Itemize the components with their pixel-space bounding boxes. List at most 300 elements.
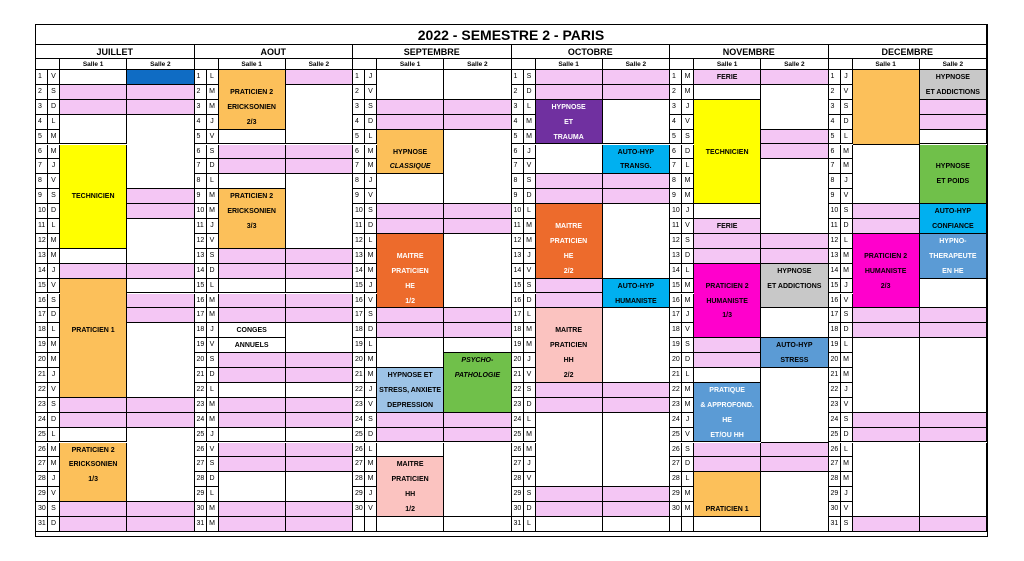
- day-number: 3: [36, 100, 48, 115]
- schedule-block: [920, 338, 987, 413]
- day-number: 21: [353, 368, 365, 383]
- schedule-block: [377, 70, 444, 100]
- course-label: AUTO-HYP: [617, 282, 655, 290]
- day-number: 5: [670, 130, 682, 145]
- course-label: HYPNOSE ET: [387, 372, 433, 379]
- weekday-letter: [682, 517, 694, 532]
- row-divider: [127, 203, 193, 204]
- day-number: 10: [670, 204, 682, 219]
- schedule-block: [444, 413, 511, 443]
- day-number: 13: [512, 249, 524, 264]
- schedule-block: [761, 368, 828, 443]
- weekday-letter: D: [524, 189, 536, 204]
- weekday-letter: V: [365, 294, 377, 309]
- day-number: 23: [512, 398, 524, 413]
- day-number: 13: [670, 249, 682, 264]
- course-label: MAITRE: [396, 461, 424, 469]
- day-number: 12: [353, 234, 365, 249]
- month-header: JUILLET: [36, 45, 195, 59]
- day-number: 6: [670, 145, 682, 160]
- day-number: 12: [670, 234, 682, 249]
- course-label: PRATICIEN: [391, 267, 429, 275]
- weekday-letter: S: [682, 443, 694, 458]
- schedule-block: [920, 308, 987, 338]
- day-number: 17: [670, 308, 682, 323]
- row-divider: [377, 322, 443, 323]
- row-divider: [286, 367, 352, 368]
- day-number: 21: [36, 368, 48, 383]
- day-number: 10: [353, 204, 365, 219]
- row-divider: [286, 412, 352, 413]
- schedule-block: [761, 159, 828, 234]
- schedule-block: [286, 85, 353, 145]
- month-header: SEPTEMBRE: [353, 45, 512, 59]
- weekday-letter: D: [682, 145, 694, 160]
- weekday-letter: S: [207, 249, 219, 264]
- row-divider: [60, 516, 126, 517]
- weekday-letter: M: [682, 279, 694, 294]
- weekday-letter: L: [48, 323, 60, 338]
- course-label: 1/2: [405, 297, 415, 305]
- weekday-letter: M: [48, 353, 60, 368]
- row-divider: [286, 307, 352, 308]
- row-divider: [219, 456, 285, 457]
- weekday-letter: L: [48, 428, 60, 443]
- schedule-block: [761, 70, 828, 85]
- room-header: Salle 1: [377, 59, 444, 70]
- weekday-letter: S: [207, 145, 219, 160]
- weekday-letter: D: [841, 323, 853, 338]
- schedule-block: [127, 502, 194, 532]
- schedule-block: [219, 398, 286, 428]
- course-label: MAITRE: [396, 252, 424, 260]
- course-label: HYPNO-: [939, 237, 967, 245]
- weekday-letter: D: [48, 517, 60, 532]
- weekday-letter: M: [524, 115, 536, 130]
- weekday-letter: M: [682, 189, 694, 204]
- day-number: 16: [512, 294, 524, 309]
- day-number: 4: [36, 115, 48, 130]
- schedule-block: [920, 517, 987, 532]
- day-number: 7: [829, 159, 841, 174]
- schedule-block: [853, 145, 920, 205]
- weekday-letter: J: [48, 472, 60, 487]
- weekday-letter: S: [841, 308, 853, 323]
- schedule-block: [603, 413, 670, 488]
- day-number: 16: [353, 294, 365, 309]
- day-number: 27: [195, 457, 207, 472]
- course-label: HE: [722, 416, 732, 424]
- day-number: 5: [512, 130, 524, 145]
- row-divider: [603, 501, 669, 502]
- day-number: 31: [512, 517, 524, 532]
- row-divider: [219, 412, 285, 413]
- day-number: 20: [829, 353, 841, 368]
- weekday-letter: M: [365, 264, 377, 279]
- weekday-letter: J: [682, 413, 694, 428]
- month-header: OCTOBRE: [512, 45, 671, 59]
- course-label: ET ADDICTIONS: [925, 88, 980, 96]
- schedule-block: [920, 100, 987, 130]
- course-label: CONGES: [236, 327, 267, 335]
- schedule-block: [853, 413, 920, 443]
- weekday-letter: V: [524, 264, 536, 279]
- schedule-block: [286, 428, 353, 443]
- weekday-letter: J: [365, 174, 377, 189]
- schedule-block: [286, 472, 353, 502]
- weekday-letter: S: [524, 70, 536, 85]
- weekday-letter: S: [48, 294, 60, 309]
- row-divider: [920, 322, 986, 323]
- course-label: PRATICIEN: [550, 237, 588, 245]
- day-number: 19: [829, 338, 841, 353]
- course-label: 1/3: [722, 312, 732, 320]
- schedule-block: [127, 398, 194, 428]
- weekday-letter: V: [841, 294, 853, 309]
- day-number: 11: [829, 219, 841, 234]
- course-label: ERICKSONIEN: [227, 103, 276, 111]
- course-label: CONFIANCE: [932, 223, 974, 230]
- month-header: DECEMBRE: [829, 45, 988, 59]
- weekday-letter: L: [48, 219, 60, 234]
- weekday-letter: M: [841, 249, 853, 264]
- day-number: 17: [353, 308, 365, 323]
- weekday-letter: L: [365, 443, 377, 458]
- room-header: Salle 2: [286, 59, 353, 70]
- row-divider: [761, 456, 827, 457]
- course-label: AUTO-HYP: [934, 208, 972, 216]
- weekday-letter: V: [524, 159, 536, 174]
- schedule-block: [444, 338, 511, 353]
- day-number: 14: [36, 264, 48, 279]
- day-number: 18: [670, 323, 682, 338]
- schedule-block: [536, 487, 603, 517]
- day-number: 22: [829, 383, 841, 398]
- day-number: 31: [829, 517, 841, 532]
- row-divider: [377, 427, 443, 428]
- schedule-block: [761, 472, 828, 532]
- weekday-letter: D: [524, 294, 536, 309]
- course-label: 2/2: [563, 372, 574, 379]
- day-number: 1: [512, 70, 524, 85]
- course-label: TRANSG.: [620, 163, 652, 171]
- course-label: CLASSIQUE: [389, 163, 431, 171]
- day-number: 15: [36, 279, 48, 294]
- day-number: 12: [512, 234, 524, 249]
- weekday-letter: D: [682, 353, 694, 368]
- schedule-block: [127, 189, 194, 219]
- course-label: HH: [563, 357, 574, 365]
- weekday-letter: S: [524, 174, 536, 189]
- row-divider: [603, 188, 669, 189]
- weekday-letter: D: [207, 368, 219, 383]
- day-number: 2: [195, 85, 207, 100]
- day-number: 24: [195, 413, 207, 428]
- row-divider: [127, 99, 193, 100]
- schedule-block: [60, 428, 127, 443]
- weekday-letter: M: [524, 323, 536, 338]
- schedule-block: [536, 174, 603, 204]
- schedule-block: [60, 85, 127, 115]
- day-number: 28: [829, 472, 841, 487]
- schedule-block: [536, 70, 603, 100]
- course-label: PRATIQUE: [709, 386, 745, 394]
- day-number: 7: [195, 159, 207, 174]
- day-number: 28: [512, 472, 524, 487]
- row-divider: [536, 397, 602, 398]
- row-divider: [694, 352, 760, 353]
- day-number: 27: [670, 457, 682, 472]
- row-divider: [219, 516, 285, 517]
- schedule-block: [694, 443, 761, 473]
- day-number: 28: [353, 472, 365, 487]
- weekday-letter: J: [841, 70, 853, 85]
- schedule-block: [761, 308, 828, 338]
- day-number: 19: [353, 338, 365, 353]
- weekday-letter: D: [48, 308, 60, 323]
- day-number: 21: [829, 368, 841, 383]
- weekday-letter: L: [524, 204, 536, 219]
- row-divider: [444, 427, 510, 428]
- schedule-block: [219, 249, 286, 279]
- row-divider: [853, 427, 919, 428]
- day-number: 3: [670, 100, 682, 115]
- day-number: 14: [195, 264, 207, 279]
- row-divider: [536, 84, 602, 85]
- schedule-block: [603, 487, 670, 517]
- day-number: 9: [670, 189, 682, 204]
- course-label: ANNUELS: [234, 342, 269, 350]
- schedule-block: [286, 70, 353, 85]
- course-label: MAITRE: [555, 327, 583, 335]
- day-number: 12: [195, 234, 207, 249]
- day-number: 8: [512, 174, 524, 189]
- day-number: 6: [512, 145, 524, 160]
- weekday-letter: S: [682, 234, 694, 249]
- day-number: 21: [670, 368, 682, 383]
- day-number: 3: [829, 100, 841, 115]
- schedule-block: [127, 279, 194, 294]
- course-label: 2/3: [246, 118, 257, 126]
- schedule-block: [219, 145, 286, 175]
- day-number: 19: [195, 338, 207, 353]
- course-label: PRATICIEN 2: [864, 252, 908, 260]
- day-number: 23: [829, 398, 841, 413]
- row-divider: [536, 292, 602, 293]
- room-header: Salle 1: [694, 59, 761, 70]
- weekday-letter: D: [207, 264, 219, 279]
- schedule-block: [286, 249, 353, 279]
- course-label: HUMANISTE: [615, 297, 657, 305]
- weekday-letter: L: [841, 234, 853, 249]
- weekday-letter: S: [524, 383, 536, 398]
- weekday-letter: J: [841, 487, 853, 502]
- weekday-letter: D: [524, 85, 536, 100]
- weekday-letter: V: [365, 189, 377, 204]
- schedule-block: [219, 443, 286, 473]
- row-divider: [127, 516, 193, 517]
- weekday-letter: V: [524, 368, 536, 383]
- course-label: PRATICIEN 2: [71, 446, 115, 454]
- schedule-block: [286, 174, 353, 249]
- day-number: 30: [512, 502, 524, 517]
- month-header: AOUT: [195, 45, 354, 59]
- day-number: 26: [829, 443, 841, 458]
- weekday-letter: M: [524, 130, 536, 145]
- schedule-block: [853, 70, 920, 145]
- day-number: 2: [512, 85, 524, 100]
- day-number: 16: [670, 294, 682, 309]
- day-number: 24: [512, 413, 524, 428]
- weekday-letter: D: [365, 428, 377, 443]
- row-divider: [219, 367, 285, 368]
- day-number: 4: [670, 115, 682, 130]
- row-divider: [127, 307, 193, 308]
- schedule-block: [603, 517, 670, 532]
- day-number: 21: [195, 368, 207, 383]
- weekday-letter: J: [207, 115, 219, 130]
- weekday-letter: S: [365, 413, 377, 428]
- day-number: 11: [36, 219, 48, 234]
- weekday-letter: D: [524, 398, 536, 413]
- weekday-letter: M: [207, 502, 219, 517]
- course-label: DEPRESSION: [387, 401, 434, 409]
- weekday-letter: V: [841, 398, 853, 413]
- day-number: 19: [670, 338, 682, 353]
- weekday-letter: S: [841, 517, 853, 532]
- schedule-block: [127, 323, 194, 398]
- day-number: 28: [670, 472, 682, 487]
- day-number: 6: [829, 145, 841, 160]
- schedule-block: [60, 264, 127, 279]
- course-label: AUTO-HYP: [617, 148, 655, 156]
- day-number: 18: [353, 323, 365, 338]
- day-number: 17: [36, 308, 48, 323]
- day-number: 3: [353, 100, 365, 115]
- day-number: 29: [829, 487, 841, 502]
- day-number: 7: [512, 159, 524, 174]
- weekday-letter: S: [841, 100, 853, 115]
- day-number: 22: [353, 383, 365, 398]
- weekday-letter: M: [207, 517, 219, 532]
- day-number: 19: [36, 338, 48, 353]
- row-divider: [377, 114, 443, 115]
- course-label: ERICKSONIEN: [68, 461, 118, 469]
- day-number: 5: [353, 130, 365, 145]
- weekday-letter: S: [48, 398, 60, 413]
- day-number: 30: [353, 502, 365, 517]
- day-number: 29: [512, 487, 524, 502]
- day-number: 17: [829, 308, 841, 323]
- schedule-block: [219, 174, 286, 189]
- schedule-block: [536, 383, 603, 413]
- course-label: FERIE: [716, 223, 738, 230]
- weekday-letter: D: [682, 457, 694, 472]
- schedule-block: [286, 398, 353, 428]
- weekday-letter: S: [841, 204, 853, 219]
- schedule-block: [60, 398, 127, 428]
- weekday-letter: [365, 517, 377, 532]
- day-number: 31: [36, 517, 48, 532]
- weekday-letter: M: [524, 219, 536, 234]
- day-number: 30: [670, 502, 682, 517]
- room-header: Salle 2: [603, 59, 670, 70]
- row-divider: [694, 248, 760, 249]
- schedule-block: [761, 443, 828, 473]
- schedule-block: [603, 204, 670, 279]
- day-number: 14: [670, 264, 682, 279]
- schedule-block: [761, 234, 828, 264]
- schedule-block: [853, 443, 920, 518]
- day-number: 10: [36, 204, 48, 219]
- day-number: 26: [353, 443, 365, 458]
- schedule-block: [219, 279, 286, 294]
- weekday-letter: D: [48, 204, 60, 219]
- row-divider: [603, 397, 669, 398]
- day-number: 14: [353, 264, 365, 279]
- weekday-letter: J: [682, 100, 694, 115]
- day-number: 20: [512, 353, 524, 368]
- day-number: 22: [512, 383, 524, 398]
- weekday-letter: M: [365, 457, 377, 472]
- day-number: 8: [670, 174, 682, 189]
- weekday-letter: J: [841, 174, 853, 189]
- weekday-letter: M: [365, 353, 377, 368]
- course-label: PATHOLOGIE: [454, 372, 500, 379]
- weekday-letter: D: [365, 219, 377, 234]
- weekday-letter: V: [207, 234, 219, 249]
- course-label: HUMANISTE: [706, 297, 748, 305]
- weekday-letter: J: [524, 249, 536, 264]
- weekday-letter: M: [48, 443, 60, 458]
- day-number: 9: [36, 189, 48, 204]
- day-number: 8: [353, 174, 365, 189]
- weekday-letter: V: [48, 383, 60, 398]
- course-label: ET ADDICTIONS: [767, 282, 822, 290]
- weekday-letter: V: [207, 338, 219, 353]
- day-number: 27: [829, 457, 841, 472]
- day-header-blank: [512, 59, 536, 70]
- day-number: 25: [195, 428, 207, 443]
- weekday-letter: D: [48, 100, 60, 115]
- weekday-letter: L: [207, 487, 219, 502]
- course-label: ERICKSONIEN: [227, 208, 276, 216]
- row-divider: [219, 263, 285, 264]
- weekday-letter: S: [524, 279, 536, 294]
- course-label: PRATICIEN 1: [71, 327, 115, 335]
- day-header-blank: [670, 59, 694, 70]
- course-label: STRESS, ANXIETE: [379, 386, 442, 394]
- day-number: 29: [353, 487, 365, 502]
- schedule-block: [694, 204, 761, 219]
- weekday-letter: J: [48, 368, 60, 383]
- row-divider: [444, 218, 510, 219]
- weekday-letter: M: [207, 294, 219, 309]
- weekday-letter: S: [682, 338, 694, 353]
- schedule-block: [853, 517, 920, 532]
- day-number: 25: [353, 428, 365, 443]
- weekday-letter: L: [524, 100, 536, 115]
- day-number: 25: [670, 428, 682, 443]
- weekday-letter: M: [841, 457, 853, 472]
- schedule-block: [536, 279, 603, 309]
- weekday-letter: M: [207, 100, 219, 115]
- weekday-letter: S: [207, 457, 219, 472]
- course-label: HYPNOSE: [777, 267, 812, 275]
- weekday-letter: S: [48, 85, 60, 100]
- schedule-block: [377, 443, 444, 458]
- weekday-letter: V: [365, 502, 377, 517]
